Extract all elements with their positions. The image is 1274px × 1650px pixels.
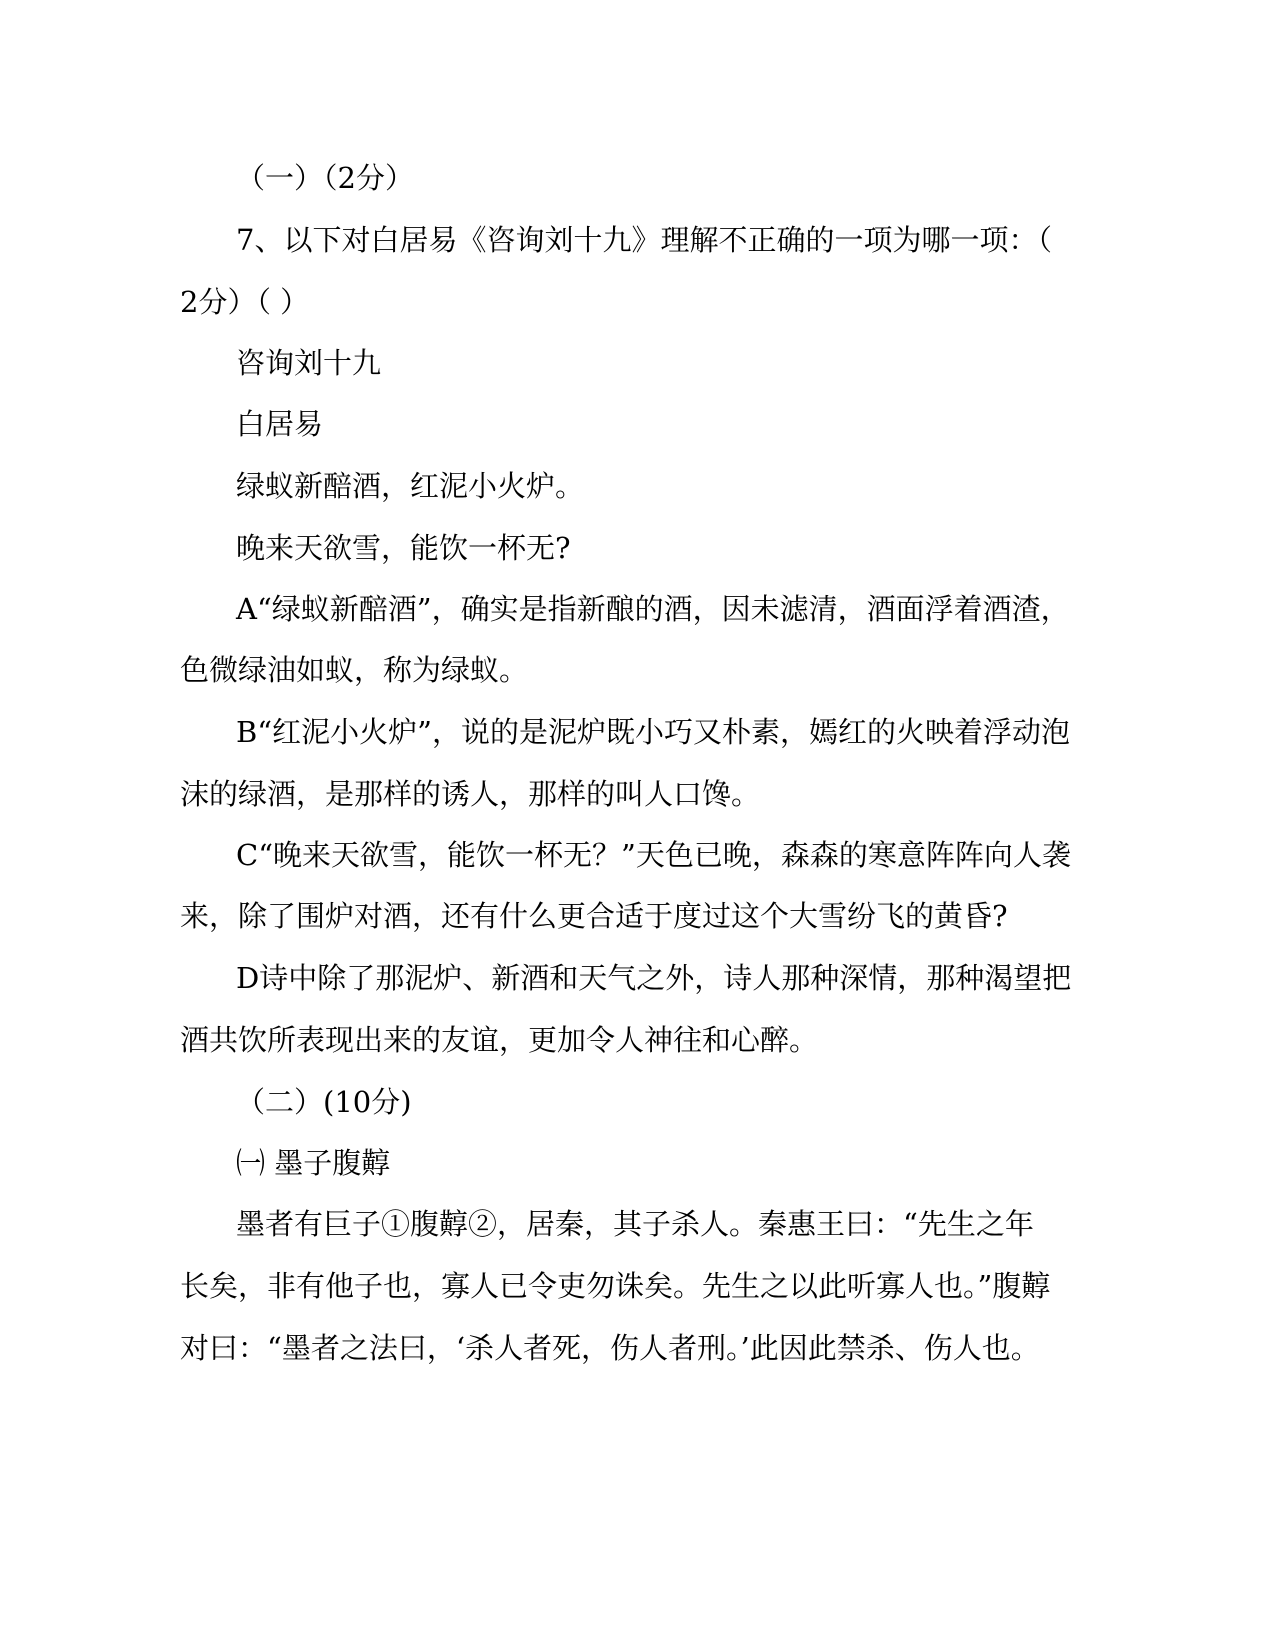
poem-title: 咨询刘十九 <box>236 346 382 380</box>
passage-line-2: 长矣，非有他子也，寡人已令吏勿诛矣。先生之以此听寡人也。”腹䵍 <box>180 1269 1051 1303</box>
option-a-line-2: 色微绿油如蚁，称为绿蚁。 <box>180 653 529 687</box>
option-c-line-2: 来，除了围炉对酒，还有什么更合适于度过这个大雪纷飞的黄昏? <box>180 899 1008 933</box>
section-heading-one: （一）（2分） <box>236 161 414 195</box>
poem-line-1: 绿蚁新醅酒，红泥小火炉。 <box>236 469 585 503</box>
passage-line-3: 对曰：“墨者之法曰，‘杀人者死，伤人者刑。’此因此禁杀、伤人也。 <box>180 1331 1040 1365</box>
question-7-line-2: 2分）（ ） <box>180 285 310 319</box>
passage-line-1: 墨者有巨子①腹䵍②，居秦，其子杀人。秦惠王曰：“先生之年 <box>236 1207 1034 1241</box>
option-b-line-1: B“红泥小火炉”，说的是泥炉既小巧又朴素，嫣红的火映着浮动泡 <box>236 715 1070 749</box>
poem-line-2: 晚来天欲雪，能饮一杯无? <box>236 531 571 565</box>
question-7-line-1: 7、以下对白居易《咨询刘十九》理解不正确的一项为哪一项：（ <box>236 223 1052 257</box>
option-d-line-1: D诗中除了那泥炉、新酒和天气之外，诗人那种深情，那种渴望把 <box>236 961 1072 995</box>
option-b-line-2: 沫的绿酒，是那样的诱人，那样的叫人口馋。 <box>180 777 761 811</box>
poem-author: 白居易 <box>236 407 324 441</box>
option-c-line-1: C“晚来天欲雪，能饮一杯无？”天色已晚，森森的寒意阵阵向人袭 <box>236 838 1071 872</box>
section-heading-two: （二）(10分) <box>236 1085 412 1119</box>
option-a-line-1: A“绿蚁新醅酒”，确实是指新酿的酒，因未滤清，酒面浮着酒渣， <box>236 592 1070 626</box>
option-d-line-2: 酒共饮所表现出来的友谊，更加令人神往和心醉。 <box>180 1023 819 1057</box>
passage-title: ㈠ 墨子腹䵍 <box>236 1146 391 1180</box>
